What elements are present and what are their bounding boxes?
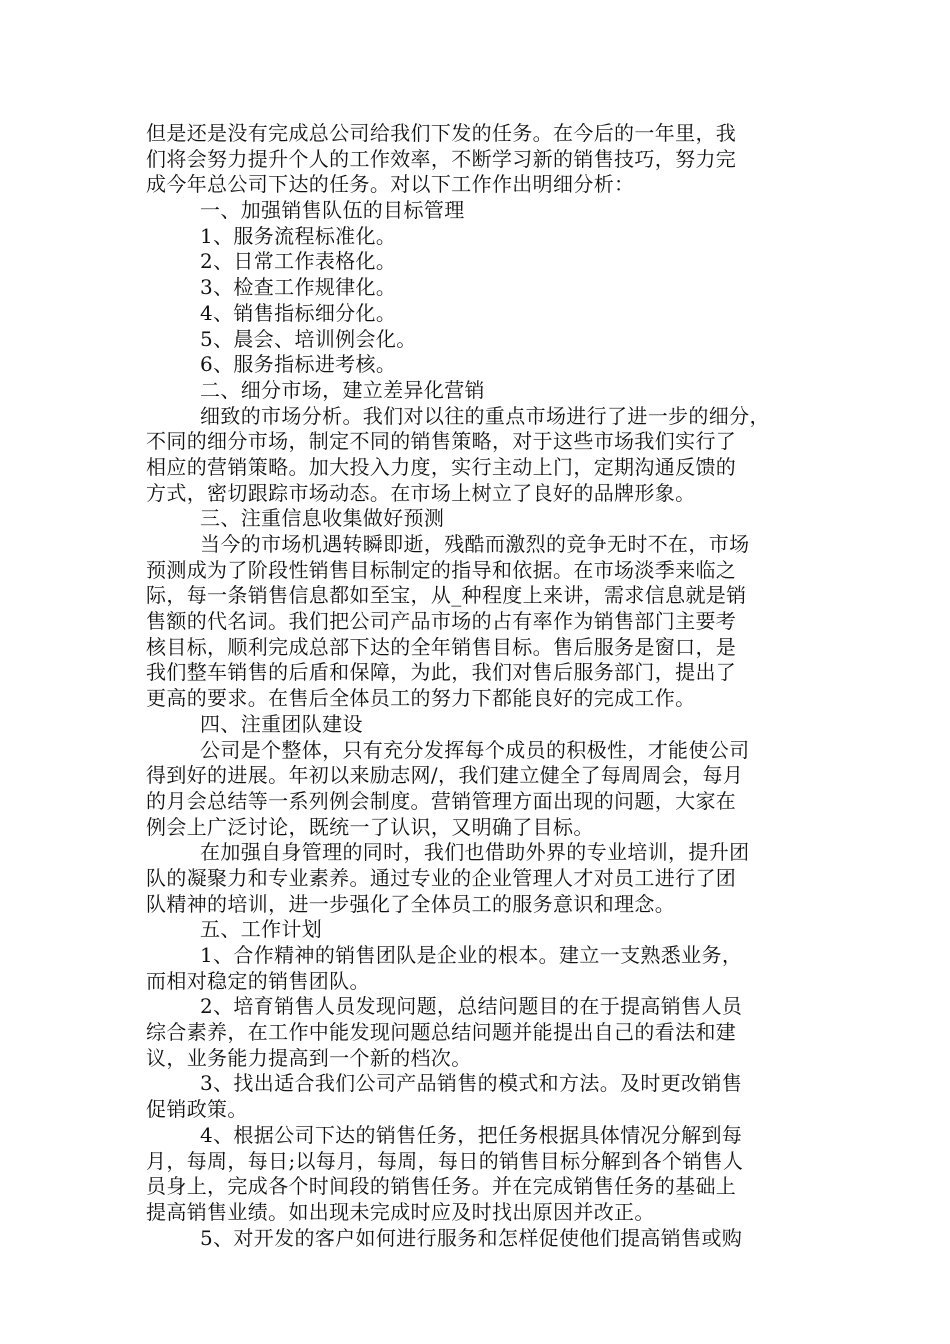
text-line: 4、根据公司下达的销售任务，把任务根据具体情况分解到每 — [200, 1122, 743, 1147]
text-line: 队的凝聚力和专业素养。通过专业的企业管理人才对员工进行了团 — [146, 865, 737, 890]
text-line: 核目标，顺利完成总部下达的全年销售目标。售后服务是窗口，是 — [146, 634, 737, 659]
text-line: 更高的要求。在售后全体员工的努力下都能良好的完成工作。 — [146, 686, 696, 711]
text-line: 我们整车销售的后盾和保障，为此，我们对售后服务部门，提出了 — [146, 660, 737, 685]
text-line: 3、找出适合我们公司产品销售的模式和方法。及时更改销售 — [200, 1071, 743, 1096]
text-line: 售额的代名词。我们把公司产品市场的占有率作为销售部门主要考 — [146, 609, 737, 634]
text-line: 二、细分市场，建立差异化营销 — [200, 377, 485, 402]
text-line: 成今年总公司下达的任务。对以下工作作出明细分析： — [146, 172, 635, 197]
text-line: 细致的市场分析。我们对以往的重点市场进行了进一步的细分， — [200, 403, 770, 428]
text-line: 在加强自身管理的同时，我们也借助外界的专业培训，提升团 — [200, 840, 750, 865]
text-line: 的月会总结等一系列例会制度。营销管理方面出现的问题，大家在 — [146, 788, 737, 813]
text-line: 综合素养，在工作中能发现问题总结问题并能提出自己的看法和建 — [146, 1020, 737, 1045]
text-line: 6、服务指标进考核。 — [200, 352, 397, 377]
text-line: 月，每周，每日;以每月，每周，每日的销售目标分解到各个销售人 — [146, 1148, 744, 1173]
text-line: 而相对稳定的销售团队。 — [146, 968, 370, 993]
text-line: 预测成为了阶段性销售目标制定的指导和依据。在市场淡季来临之 — [146, 557, 737, 582]
text-line: 方式，密切跟踪市场动态。在市场上树立了良好的品牌形象。 — [146, 480, 696, 505]
text-line: 员身上，完成各个时间段的销售任务。并在完成销售任务的基础上 — [146, 1174, 737, 1199]
text-line: 四、注重团队建设 — [200, 711, 363, 736]
text-line: 际，每一条销售信息都如至宝，从_种程度上来讲，需求信息就是销 — [146, 583, 747, 608]
text-line: 5、对开发的客户如何进行服务和怎样促使他们提高销售或购 — [200, 1225, 743, 1250]
text-line: 议，业务能力提高到一个新的档次。 — [146, 1045, 472, 1070]
text-line: 5、晨会、培训例会化。 — [200, 326, 417, 351]
text-line: 1、合作精神的销售团队是企业的根本。建立一支熟悉业务， — [200, 943, 743, 967]
text-line: 公司是个整体，只有充分发挥每个成员的积极性，才能使公司 — [200, 737, 750, 762]
text-line: 2、培育销售人员发现问题，总结问题目的在于提高销售人员 — [200, 994, 743, 1019]
text-line: 例会上广泛讨论，既统一了认识，又明确了目标。 — [146, 814, 594, 839]
text-line: 4、销售指标细分化。 — [200, 300, 397, 325]
text-line: 提高销售业绩。如出现未完成时应及时找出原因并改正。 — [146, 1199, 655, 1224]
text-line: 三、注重信息收集做好预测 — [200, 506, 445, 531]
document-body — [146, 121, 816, 1251]
text-line: 当今的市场机遇转瞬即逝，残酷而激烈的竞争无时不在，市场 — [200, 532, 750, 556]
text-line: 2、日常工作表格化。 — [200, 249, 397, 274]
text-line: 队精神的培训，进一步强化了全体员工的服务意识和理念。 — [146, 891, 676, 916]
text-line: 但是还是没有完成总公司给我们下发的任务。在今后的一年里，我 — [146, 121, 737, 145]
text-line: 得到好的进展。年初以来励志网/，我们建立健全了每周周会，每月 — [146, 763, 744, 788]
text-line: 一、加强销售队伍的目标管理 — [200, 198, 465, 223]
text-line: 五、工作计划 — [200, 917, 323, 942]
text-line: 3、检查工作规律化。 — [200, 275, 397, 300]
text-line: 们将会努力提升个人的工作效率，不断学习新的销售技巧，努力完 — [146, 146, 737, 171]
text-line: 促销政策。 — [146, 1097, 248, 1122]
text-line: 不同的细分市场，制定不同的销售策略，对于这些市场我们实行了 — [146, 429, 737, 454]
text-line: 相应的营销策略。加大投入力度，实行主动上门，定期沟通反馈的 — [146, 454, 737, 479]
text-line: 1、服务流程标准化。 — [200, 223, 397, 248]
